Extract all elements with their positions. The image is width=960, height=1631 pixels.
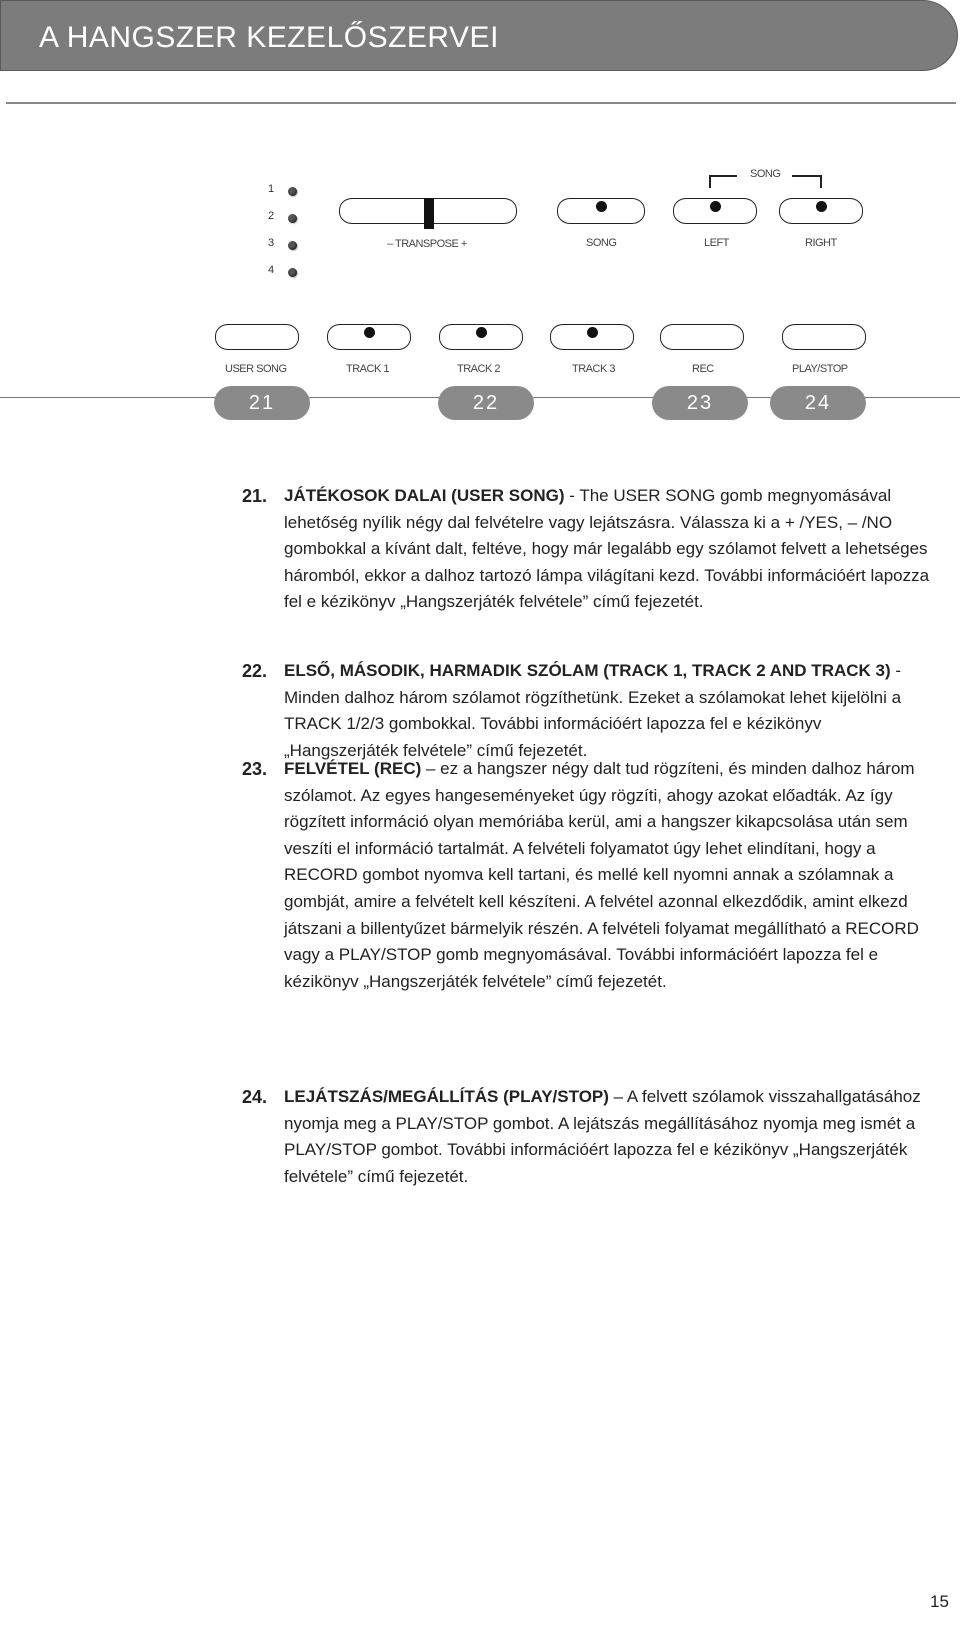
item-text: – A felvett szólamok visszahallgatásához nyomja meg a PLAY/STOP gombot. A lejátszás megállításához nyomja meg ismét a PLAY/STOP gombot. További információért lapozza fel e kézikönyv „Hangszerjáték felvétele” című fejezetét. bbox=[284, 1087, 921, 1186]
description-item-23 bbox=[242, 756, 932, 995]
led-indicator-4 bbox=[288, 268, 297, 277]
user-song-button[interactable] bbox=[215, 324, 299, 350]
button-indicator bbox=[816, 201, 827, 212]
description-item-22 bbox=[242, 658, 932, 764]
left-button[interactable] bbox=[673, 198, 757, 224]
callout-badge: 24 bbox=[770, 386, 866, 420]
track-3-label: TRACK 3 bbox=[572, 363, 615, 375]
song-group-label: SONG bbox=[750, 168, 781, 180]
track-3-button[interactable] bbox=[550, 324, 634, 350]
description-item-21 bbox=[242, 483, 932, 616]
track-1-button[interactable] bbox=[327, 324, 411, 350]
page-number: 15 bbox=[930, 1592, 949, 1611]
button-indicator bbox=[587, 327, 598, 338]
right-button-label: RIGHT bbox=[805, 237, 837, 249]
item-text: - Minden dalhoz három szólamot rögzíthetünk. Ezeket a szólamokat lehet kijelölni a TRACK 1/2/3 gombokkal. További információért lapozza fel e kézikönyv „Hangszerjáték felvétele” című fejezetét. bbox=[284, 661, 902, 760]
right-button[interactable] bbox=[779, 198, 863, 224]
track-2-button[interactable] bbox=[439, 324, 523, 350]
song-button[interactable] bbox=[557, 198, 645, 224]
song-button-label: SONG bbox=[586, 237, 617, 249]
rec-label: REC bbox=[692, 363, 714, 375]
description-item-24 bbox=[242, 1084, 932, 1190]
item-title: JÁTÉKOSOK DALAI (USER SONG) bbox=[284, 486, 565, 505]
bracket-tick bbox=[820, 175, 822, 188]
divider bbox=[6, 102, 956, 104]
item-title: ELSŐ, MÁSODIK, HARMADIK SZÓLAM (TRACK 1, TRACK 2 AND TRACK 3) bbox=[284, 661, 891, 680]
button-indicator bbox=[596, 201, 607, 212]
callout-badge: 23 bbox=[652, 386, 748, 420]
item-title: FELVÉTEL (REC) bbox=[284, 759, 422, 778]
led-number: 1 bbox=[268, 183, 275, 195]
section-header bbox=[0, 0, 958, 71]
led-number: 2 bbox=[268, 210, 275, 222]
led-indicator-1 bbox=[288, 187, 297, 196]
play-stop-label: PLAY/STOP bbox=[792, 363, 848, 375]
led-number: 3 bbox=[268, 237, 275, 249]
callout-badge: 21 bbox=[214, 386, 310, 420]
button-indicator bbox=[710, 201, 721, 212]
song-group-bracket bbox=[709, 175, 737, 177]
page-title: A HANGSZER KEZELŐSZERVEI bbox=[39, 21, 499, 54]
item-number: 21. bbox=[242, 486, 268, 506]
play-stop-button[interactable] bbox=[782, 324, 866, 350]
item-number: 22. bbox=[242, 661, 268, 681]
song-group-bracket bbox=[792, 175, 822, 177]
item-number: 23. bbox=[242, 759, 268, 779]
item-text: - The USER SONG gomb megnyomásával lehetőség nyílik négy dal felvételre vagy lejátszásra. Válassza ki a + /YES, – /NO gombokkal a kívánt dalt, feltéve, hogy már legalább egy szólamot felvett a lehetséges háromból, ekkor a dalhoz tartozó lámpa világítani kezd. További információért lapozza fel e kézikönyv „Hangszerjáték felvétele” című fejezetét. bbox=[284, 486, 930, 612]
item-number: 24. bbox=[242, 1087, 268, 1107]
button-indicator bbox=[476, 327, 487, 338]
track-1-label: TRACK 1 bbox=[346, 363, 389, 375]
transpose-slider[interactable] bbox=[339, 198, 517, 224]
item-title: LEJÁTSZÁS/MEGÁLLÍTÁS (PLAY/STOP) bbox=[284, 1087, 609, 1106]
item-text: – ez a hangszer négy dalt tud rögzíteni, és minden dalhoz három szólamot. Az egyes hangeseményeket úgy rögzíti, ahogy azokat előadták. Az így rögzített információ olyan memóriába kerül, ami a hangszer kikapcsolása után sem veszíti el információ tartalmát. A felvételi folyamatot úgy lehet elindítani, hogy a RECORD gombot nyomva kell tartani, és mellé kell nyomni annak a szólamnak a gombját, amire a felvételt kell készíteni. A felvétel azonnal elkezdődik, amint elkezd játszani a billentyűzet bármelyik részén. A felvételi folyamat megállítható a RECORD vagy a PLAY/STOP gomb megnyomásával. További információért lapozza fel e kézikönyv „Hangszerjáték felvétele” című fejezetét. bbox=[284, 759, 919, 991]
track-2-label: TRACK 2 bbox=[457, 363, 500, 375]
led-number: 4 bbox=[268, 264, 275, 276]
led-indicator-3 bbox=[288, 241, 297, 250]
bracket-tick bbox=[709, 175, 711, 188]
user-song-label: USER SONG bbox=[225, 363, 287, 375]
callout-badge: 22 bbox=[438, 386, 534, 420]
led-indicator-2 bbox=[288, 214, 297, 223]
left-button-label: LEFT bbox=[704, 237, 729, 249]
slider-knob[interactable] bbox=[424, 198, 434, 229]
rec-button[interactable] bbox=[660, 324, 744, 350]
button-indicator bbox=[364, 327, 375, 338]
transpose-label: – TRANSPOSE + bbox=[387, 238, 467, 250]
